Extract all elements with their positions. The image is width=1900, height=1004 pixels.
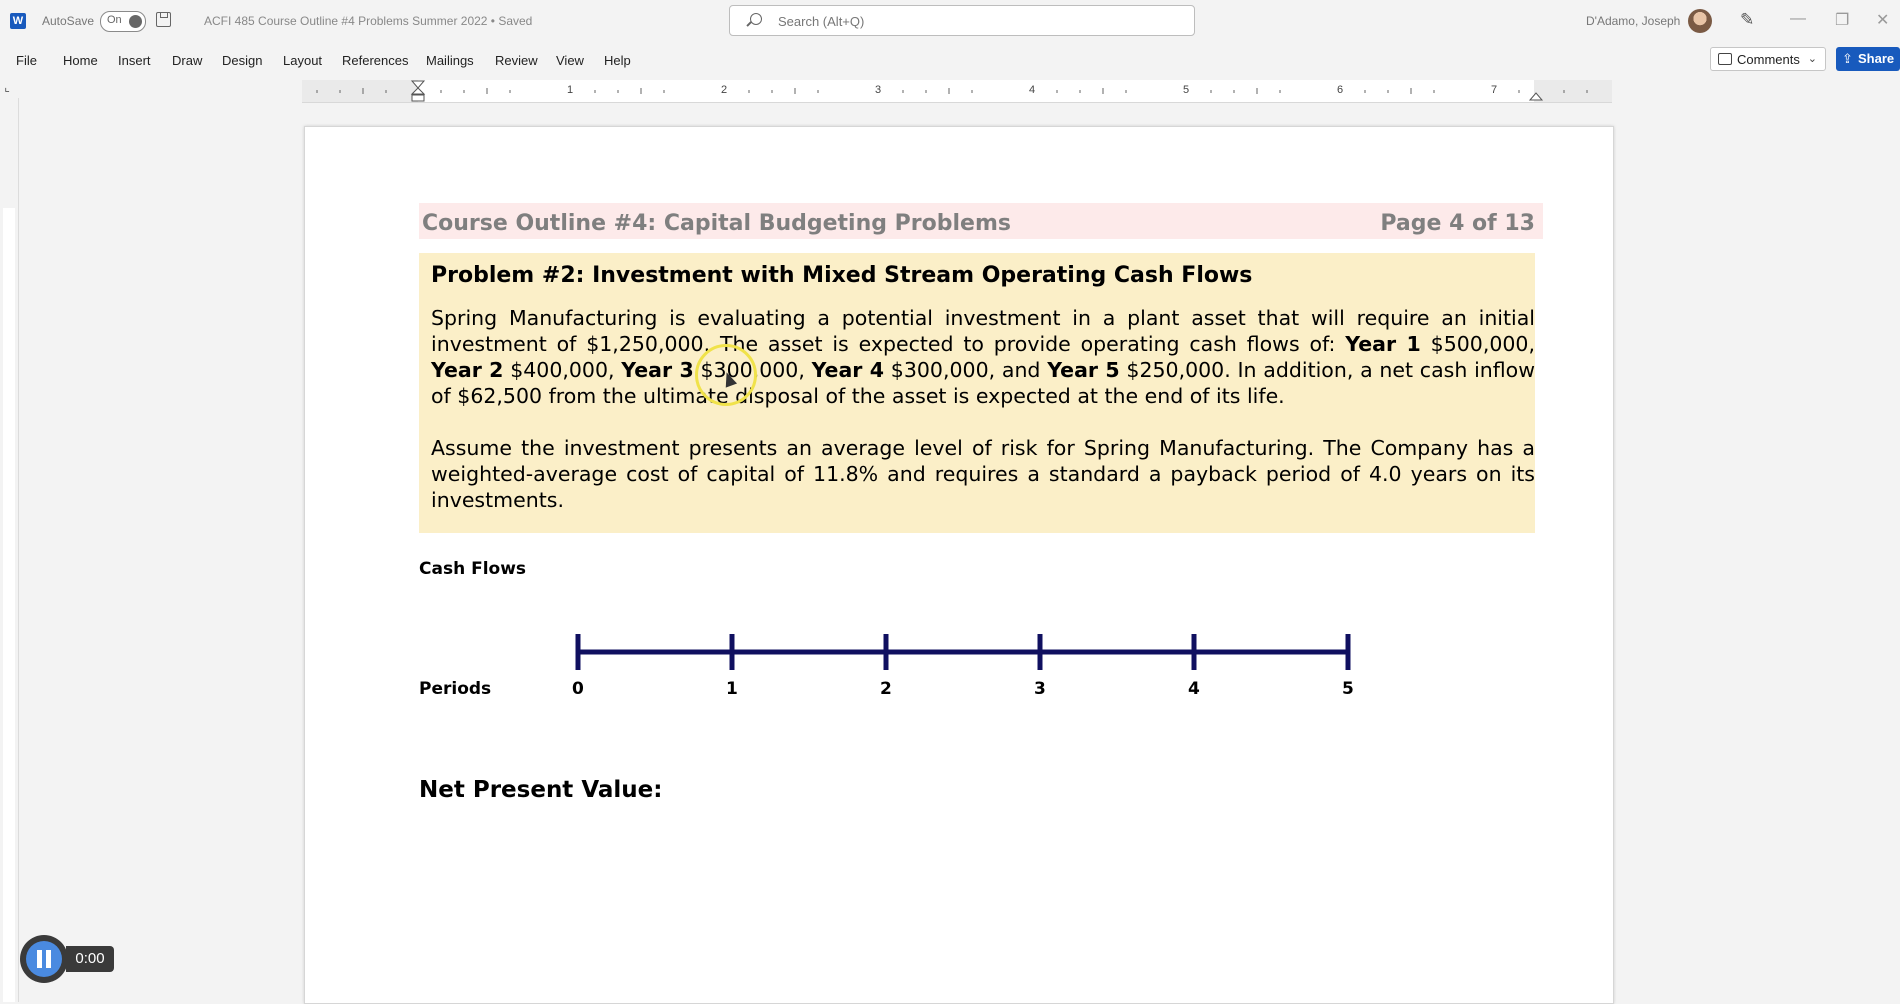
pause-icon bbox=[37, 950, 51, 968]
comments-button[interactable] bbox=[1710, 47, 1826, 71]
title-bar bbox=[0, 0, 1900, 42]
problem-paragraph-1[interactable] bbox=[431, 305, 1535, 409]
indent-marker-icon[interactable] bbox=[410, 80, 426, 102]
year-label: Year 4 bbox=[811, 358, 885, 382]
recording-pause-button[interactable] bbox=[20, 935, 68, 983]
page-header bbox=[419, 203, 1543, 239]
tab-draw[interactable]: Draw bbox=[172, 53, 203, 68]
close-icon[interactable]: ✕ bbox=[1876, 12, 1890, 29]
npv-label: Net Present Value: bbox=[419, 777, 663, 803]
text-run: $300,000, bbox=[693, 358, 812, 382]
period-label: 3 bbox=[1034, 679, 1046, 699]
vertical-ruler-body bbox=[3, 208, 15, 1002]
tab-references[interactable]: References bbox=[342, 53, 409, 68]
search-input[interactable] bbox=[729, 5, 1195, 36]
tab-mailings[interactable]: Mailings bbox=[426, 53, 474, 68]
ruler-number: 7 bbox=[1491, 84, 1498, 96]
problem-paragraph-2[interactable]: Assume the investment presents an average level of risk for Spring Manufacturing. The Company has a weighted-average cost of capital of 11.8% and requires a standard a payback period of 4.0 years on its investments. bbox=[431, 436, 1535, 512]
share-label: Share bbox=[1858, 51, 1895, 66]
tab-home[interactable]: Home bbox=[63, 53, 98, 68]
document-page[interactable] bbox=[304, 126, 1614, 1004]
minimize-icon[interactable]: — bbox=[1790, 10, 1806, 27]
problem-box bbox=[419, 253, 1535, 533]
document-title[interactable]: ACFI 485 Course Outline #4 Problems Summer 2022 • Saved bbox=[204, 14, 533, 28]
ruler-number: 2 bbox=[721, 84, 728, 96]
page-number: Page 4 of 13 bbox=[1380, 211, 1535, 236]
ruler-number: 4 bbox=[1029, 84, 1036, 96]
avatar[interactable] bbox=[1688, 9, 1712, 33]
year-label: Year 5 bbox=[1047, 358, 1120, 382]
period-label: 5 bbox=[1342, 679, 1354, 699]
tab-selector-icon[interactable]: ⌞ bbox=[4, 80, 10, 94]
restore-icon[interactable]: ❐ bbox=[1835, 12, 1850, 29]
ribbon-tabs bbox=[0, 47, 1900, 75]
share-icon: ⇪ bbox=[1842, 51, 1853, 66]
period-label: 1 bbox=[726, 679, 738, 699]
year-label: Year 3 bbox=[621, 358, 694, 382]
tab-view[interactable]: View bbox=[556, 53, 584, 68]
tab-help[interactable]: Help bbox=[604, 53, 631, 68]
right-indent-marker-icon[interactable] bbox=[1528, 90, 1544, 102]
toggle-knob bbox=[129, 15, 142, 28]
recording-timer: 0:00 bbox=[66, 946, 114, 972]
comments-label: Comments bbox=[1737, 52, 1800, 67]
pause-button-face bbox=[26, 941, 62, 977]
period-label: 0 bbox=[572, 679, 584, 699]
ruler-ticks bbox=[302, 80, 1612, 102]
text-run: $250,000. In addition, a net cash inflow of $62,500 from the ultimate disposal of the asset is expected at the end of its life. bbox=[431, 358, 1535, 408]
tab-review[interactable]: Review bbox=[495, 53, 538, 68]
tab-insert[interactable]: Insert bbox=[118, 53, 151, 68]
comment-icon bbox=[1718, 53, 1732, 65]
pen-icon[interactable]: ✎ bbox=[1740, 10, 1755, 29]
periods-label: Periods bbox=[419, 679, 492, 699]
user-name[interactable]: D'Adamo, Joseph bbox=[1586, 14, 1681, 28]
problem-title: Problem #2: Investment with Mixed Stream Operating Cash Flows bbox=[431, 263, 1253, 288]
ruler-number: 5 bbox=[1183, 84, 1190, 96]
ruler-number: 1 bbox=[567, 84, 574, 96]
share-button[interactable] bbox=[1836, 47, 1900, 71]
period-label: 4 bbox=[1188, 679, 1200, 699]
tab-layout[interactable]: Layout bbox=[283, 53, 323, 68]
autosave-toggle[interactable] bbox=[100, 11, 146, 32]
header-title: Course Outline #4: Capital Budgeting Problems bbox=[422, 211, 1011, 236]
cash-flows-label: Cash Flows bbox=[419, 559, 527, 579]
ruler-number: 3 bbox=[875, 84, 882, 96]
period-label: 2 bbox=[880, 679, 892, 699]
cash-flow-timeline bbox=[565, 632, 1365, 672]
year-label: Year 2 bbox=[431, 358, 504, 382]
search-icon bbox=[750, 13, 762, 25]
save-icon[interactable] bbox=[156, 12, 171, 27]
autosave-state: On bbox=[107, 14, 122, 26]
tab-design[interactable]: Design bbox=[222, 53, 263, 68]
ruler-number: 6 bbox=[1337, 84, 1344, 96]
horizontal-ruler[interactable] bbox=[302, 80, 1612, 103]
search-placeholder: Search (Alt+Q) bbox=[778, 14, 865, 29]
text-run: $300,000, and bbox=[884, 358, 1048, 382]
text-run: Spring Manufacturing is evaluating a potential investment in a plant asset that will require an initial investment of $1,250,000. The asset is expected to provide operating cash flows of: bbox=[431, 306, 1535, 356]
tab-file[interactable]: File bbox=[16, 53, 37, 68]
year-label: Year 1 bbox=[1345, 332, 1421, 356]
vertical-ruler[interactable] bbox=[0, 98, 19, 1002]
text-run: $500,000, bbox=[1420, 332, 1535, 356]
word-icon[interactable]: W bbox=[10, 13, 26, 29]
autosave-label: AutoSave bbox=[42, 14, 95, 28]
chevron-down-icon[interactable]: ⌄ bbox=[1807, 53, 1817, 65]
text-run: $400,000, bbox=[503, 358, 622, 382]
